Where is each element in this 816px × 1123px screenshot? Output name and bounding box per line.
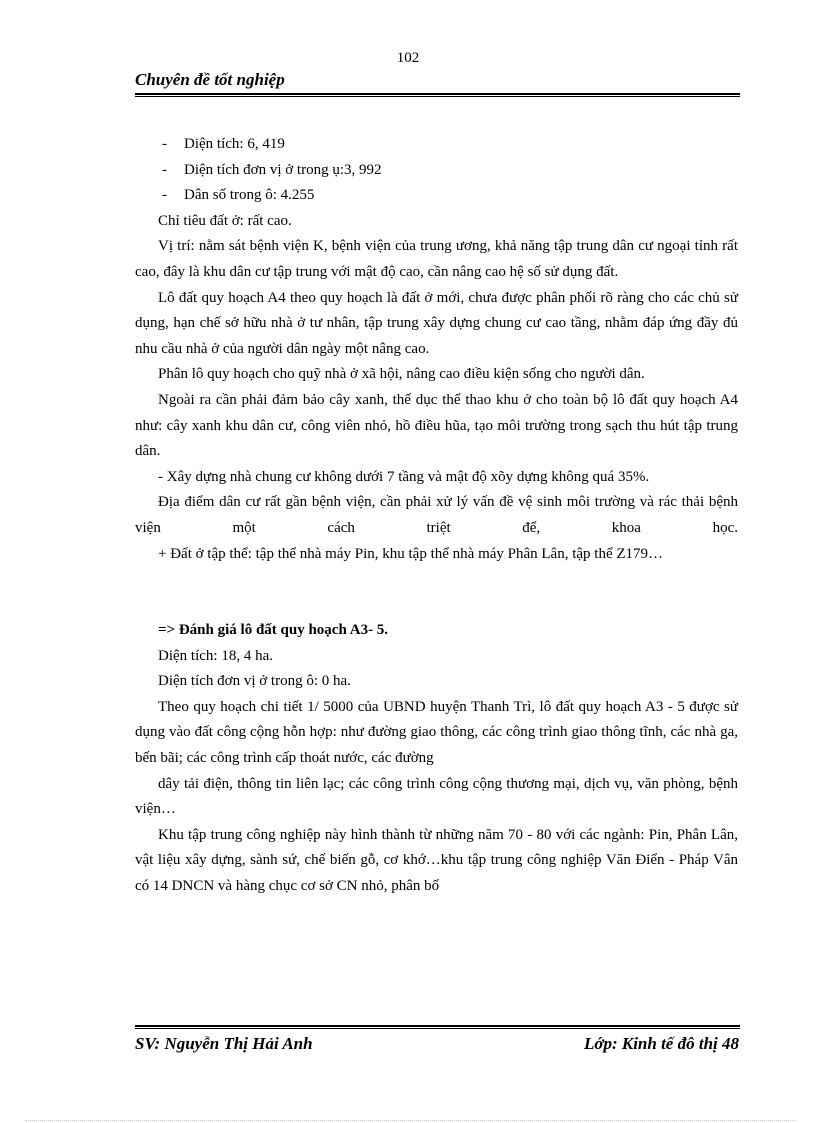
footer-class: Lớp: Kinh tế đô thị 48 bbox=[583, 1034, 739, 1053]
paragraph: - Xây dựng nhà chung cư không dưới 7 tầng và mật độ xõy dựng không quá 35%. bbox=[158, 468, 650, 485]
section-heading bbox=[135, 618, 738, 644]
bullet-item bbox=[135, 183, 738, 209]
paragraph: Phân lô quy hoạch cho quỹ nhà ở xã hội, nâng cao điều kiện sống cho người dân. bbox=[158, 366, 645, 383]
paragraph: dây tải điện, thông tin liên lạc; các công trình công cộng thương mại, dịch vụ, văn phòng, bệnh viện… bbox=[135, 775, 738, 818]
bullet-item bbox=[135, 132, 738, 158]
footer-rule bbox=[135, 1025, 740, 1029]
bullet-item bbox=[135, 158, 738, 184]
bullet-text: Diện tích đơn vị ở trong ụ:3, 992 bbox=[184, 161, 382, 178]
paragraph: Ngoài ra cần phải đảm bảo cây xanh, thể dục thể thao khu ở cho toàn bộ lô đất quy hoạch A4 như: cây xanh khu dân cư, công viên nhỏ, hồ điều hũa, tạo môi trường trong sạch thu hút tập trung dân. bbox=[135, 391, 738, 460]
bullet-text: Dân số trong ô: 4.255 bbox=[184, 187, 315, 204]
header-rule bbox=[135, 93, 740, 97]
paragraph: Diện tích: 18, 4 ha. bbox=[158, 647, 273, 664]
paragraph: Khu tập trung công nghiệp này hình thành từ những năm 70 - 80 với các ngành: Pin, Phân Lân, vật liệu xây dựng, sành sứ, chế biến gỗ, cơ khớ…khu tập trung công nghiệp Văn Điển - Pháp Vân có 14 DNCN và hàng chục cơ sở CN nhỏ, phân bố bbox=[135, 826, 738, 895]
bullet-dash: - bbox=[162, 161, 167, 178]
page-content bbox=[135, 132, 738, 900]
header-title: Chuyên đề tốt nghiệp bbox=[135, 70, 285, 89]
bullet-dash: - bbox=[162, 136, 167, 152]
paragraph: Diện tích đơn vị ở trong ô: 0 ha. bbox=[158, 673, 351, 690]
paragraph: Địa điểm dân cư rất gần bệnh viện, cần phải xử lý vấn đề vệ sinh môi trường và rác thải bệnh viện một cách triệt để, khoa học. bbox=[135, 494, 738, 536]
paragraph: Vị trí: nằm sát bệnh viện K, bệnh viện của trung ương, khả năng tập trung dân cư ngoại tỉnh rất cao, đây là khu dân cư tập trung với mật độ cao, cần nâng cao hệ số sử dụng đất. bbox=[135, 238, 738, 280]
page-bottom-border bbox=[25, 1120, 795, 1121]
page-number: 102 bbox=[396, 50, 420, 66]
bullet-text: Diện tích: 6, 419 bbox=[184, 136, 285, 152]
paragraph: Chỉ tiêu đất ở: rất cao. bbox=[158, 212, 292, 229]
paragraph: Theo quy hoạch chi tiết 1/ 5000 của UBND huyện Thanh Trì, lô đất quy hoạch A3 - 5 được sử dụng vào đất công cộng hỗn hợp: như đường giao thông, các công trình giao thông tĩnh, các nhà ga, bến bãi; các công trình cấp thoát nước, các đường bbox=[135, 698, 738, 767]
bullet-dash: - bbox=[162, 187, 167, 204]
paragraph: + Đất ở tập thể: tập thể nhà máy Pin, khu tập thể nhà máy Phân Lân, tập thể Z179… bbox=[158, 545, 664, 562]
paragraph: Lô đất quy hoạch A4 theo quy hoạch là đất ở mới, chưa được phân phối rõ ràng cho các chủ sử dụng, hạn chế sở hữu nhà ở tư nhân, tập trung xây dựng chung cư cao tầng, nhằm đáp ứng đầy đủ nhu cầu nhà ở của người dân ngày một nâng cao. bbox=[135, 289, 738, 357]
section-heading-text: => Đánh giá lô đất quy hoạch A3- 5. bbox=[158, 622, 389, 639]
footer-student: SV: Nguyễn Thị Hải Anh bbox=[135, 1034, 313, 1053]
